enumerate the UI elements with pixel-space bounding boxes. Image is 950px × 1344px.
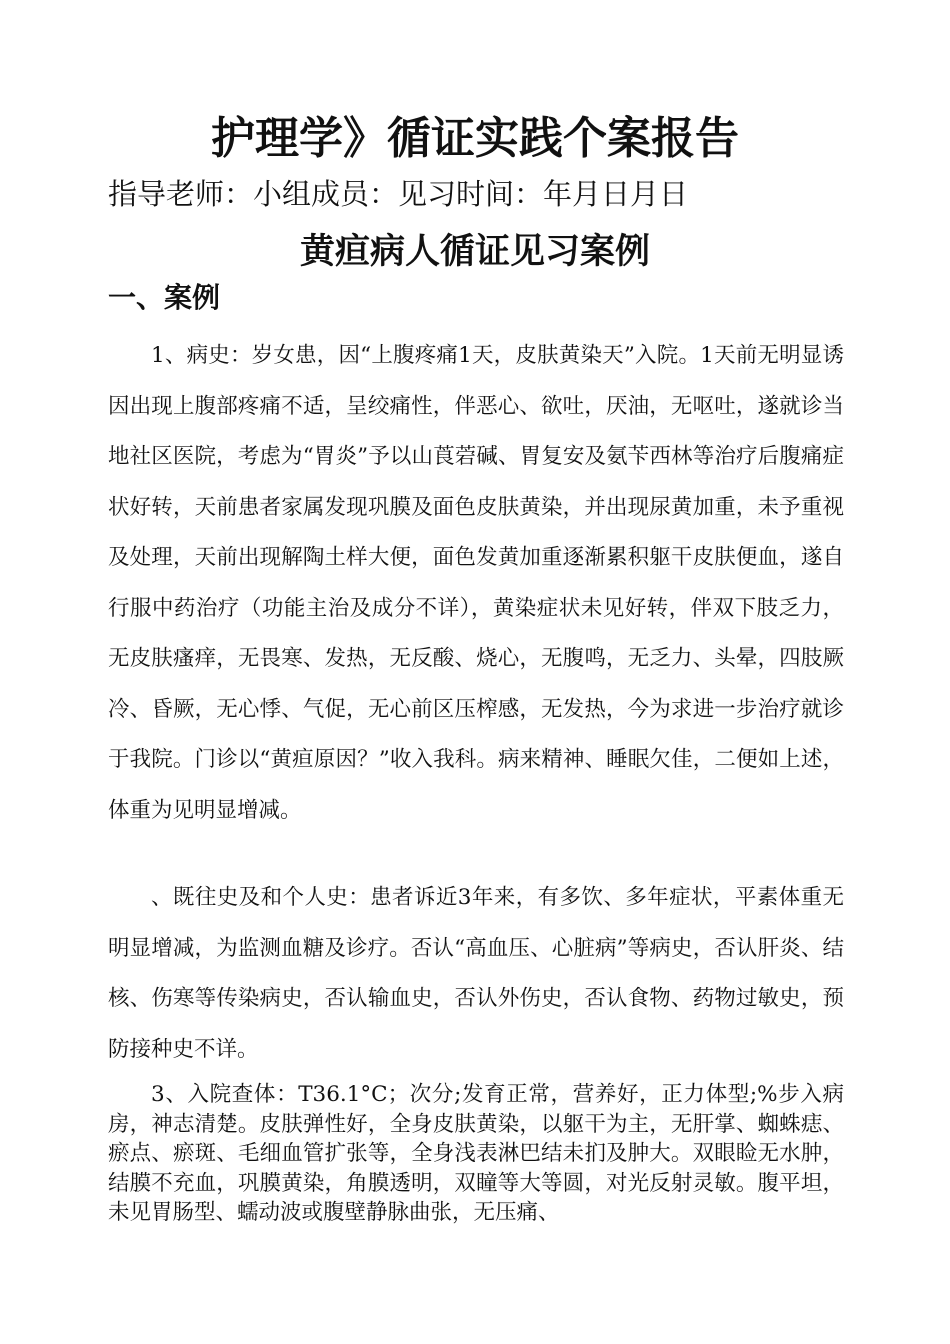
case-subtitle: 黄疸病人循证见习案例 xyxy=(299,232,650,272)
paragraph-past-history: 、既往史及和个人史：患者诉近3年来，有多饮、多年症状，平素体重无明显增减，为监测血糖及诊疗。否认“高血压、心脏病”等病史，否认肝炎、结核、伤寒等传染病史，否认输血史，否认外伤史，否认食物、药物过敏史，预防接种史不详。 xyxy=(108,885,844,1062)
meta-line: 指导老师：小组成员：见习时间：年月日月日 xyxy=(108,177,689,211)
document-title: 护理学》循证实践个案报告 xyxy=(211,113,739,164)
section-heading: 一、案例 xyxy=(108,281,221,314)
paragraph-exam: 3、入院查体：T36.1°C；次分;发育正常，营养好，正力体型;%步入病房，神志清楚。皮肤弹性好，全身皮肤黄染，以躯干为主，无肝掌、蜘蛛痣、瘀点、瘀斑、毛细血管扩张等，全身浅表淋巴结未扪及肿大。双眼睑无水肿，结膜不充血，巩膜黄染，角膜透明，双瞳等大等圆，对光反射灵敏。腹平坦，未见胃肠型、蠕动波或腹壁静脉曲张，无压痛、 xyxy=(108,1082,844,1225)
paragraph-history: 1、病史：岁女患，因“上腹疼痛1天，皮肤黄染天”入院。1天前无明显诱因出现上腹部疼痛不适，呈绞痛性，伴恶心、欲吐，厌油，无呕吐，遂就诊当地社区医院，考虑为“胃炎”予以山莨菪碱、胃复安及氨苄西林等治疗后腹痛症状好转，天前患者家属发现巩膜及面色皮肤黄染，并出现尿黄加重，未予重视及处理，天前出现解陶土样大便，面色发黄加重逐渐累积躯干皮肤便血，遂自行服中药治疗（功能主治及成分不详），黄染症状未见好转，伴双下肢乏力，无皮肤瘙痒，无畏寒、发热，无反酸、烧心，无腹鸣，无乏力、头晕，四肢厥冷、昏厥，无心悸、气促，无心前区压榨感，无发热，今为求进一步治疗就诊于我院。门诊以“黄疸原因？”收入我科。病来精神、睡眠欠佳，二便如上述，体重为见明显增减。 xyxy=(108,343,844,823)
